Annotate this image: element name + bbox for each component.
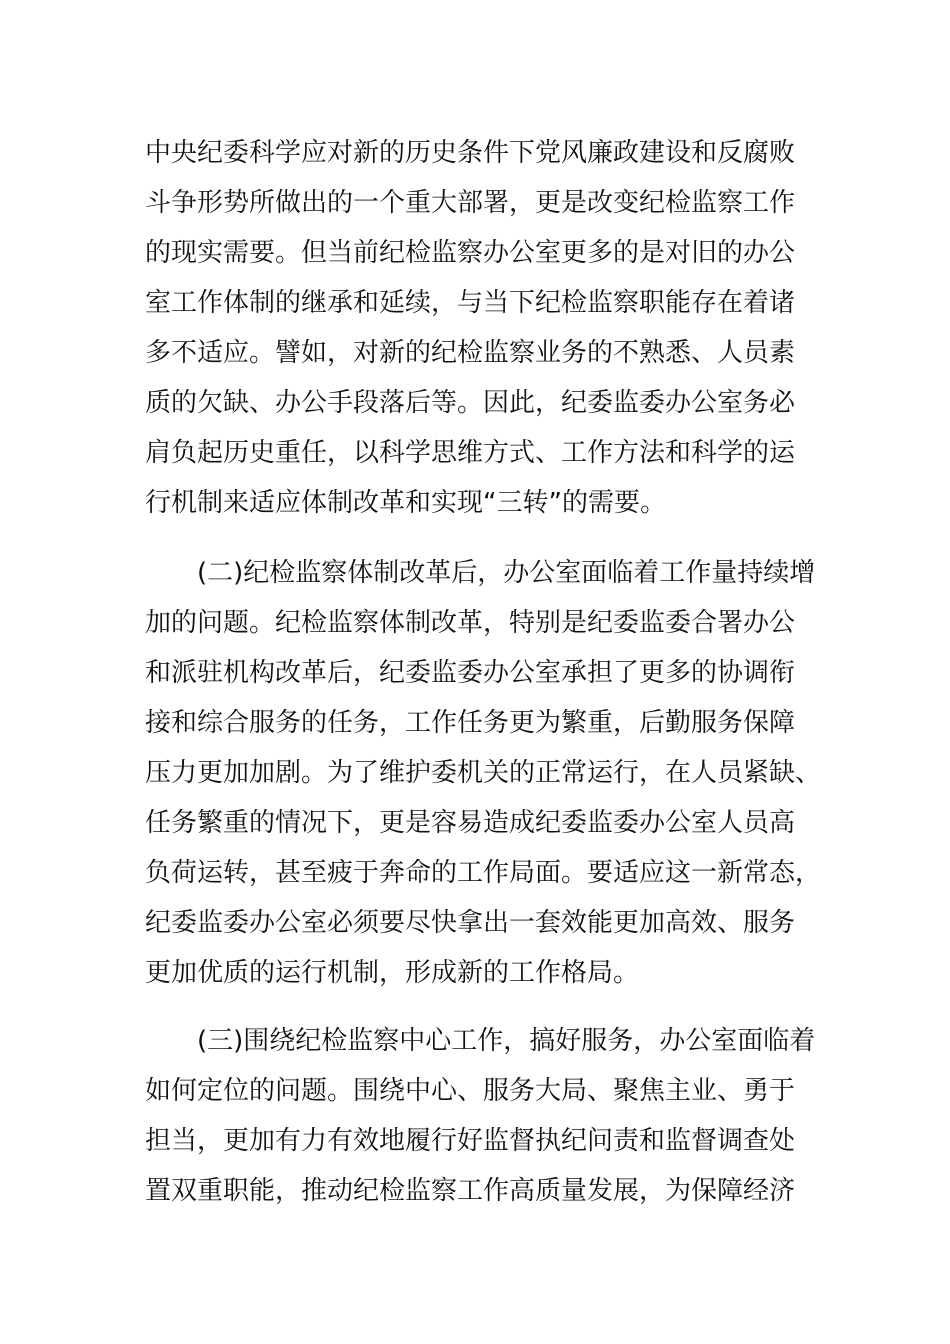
- paragraph-1-line-7: 肩负起历史重任，以科学思维方式、工作方法和科学的运: [145, 438, 796, 468]
- paragraph-1-line-8: 行机制来适应体制改革和实现“三转”的需要。: [145, 488, 666, 518]
- paragraph-3-line-4: 置双重职能，推动纪检监察工作高质量发展，为保障经济: [145, 1176, 796, 1206]
- paragraph-2-line-5: 压力更加加剧。为了维护委机关的正常运行，在人员紧缺、: [145, 758, 822, 788]
- paragraph-2-line-6: 任务繁重的情况下，更是容易造成纪委监委办公室人员高: [145, 808, 796, 838]
- paragraph-1-line-1: 中央纪委科学应对新的历史条件下党风廉政建设和反腐败: [145, 138, 796, 168]
- paragraph-2-line-4: 接和综合服务的任务，工作任务更为繁重，后勤服务保障: [145, 708, 796, 738]
- paragraph-2-line-1: (二)纪检监察体制改革后，办公室面临着工作量持续增: [197, 558, 816, 588]
- paragraph-3-line-2: 如何定位的问题。围绕中心、服务大局、聚焦主业、勇于: [145, 1076, 796, 1106]
- paragraph-3-line-3: 担当，更加有力有效地履行好监督执纪问责和监督调查处: [145, 1126, 796, 1156]
- paragraph-2-line-3: 和派驻机构改革后，纪委监委办公室承担了更多的协调衔: [145, 658, 796, 688]
- paragraph-2-line-2: 加的问题。纪检监察体制改革，特别是纪委监委合署办公: [145, 608, 796, 638]
- paragraph-1-line-3: 的现实需要。但当前纪检监察办公室更多的是对旧的办公: [145, 238, 796, 268]
- paragraph-2-line-7: 负荷运转，甚至疲于奔命的工作局面。要适应这一新常态，: [145, 858, 822, 888]
- paragraph-3-line-1: (三)围绕纪检监察中心工作，搞好服务，办公室面临着: [197, 1026, 816, 1056]
- paragraph-1-line-6: 质的欠缺、办公手段落后等。因此，纪委监委办公室务必: [145, 388, 796, 418]
- paragraph-1-line-4: 室工作体制的继承和延续，与当下纪检监察职能存在着诸: [145, 288, 796, 318]
- paragraph-1-line-2: 斗争形势所做出的一个重大部署，更是改变纪检监察工作: [145, 188, 796, 218]
- paragraph-1-line-5: 多不适应。譬如，对新的纪检监察业务的不熟悉、人员素: [145, 338, 796, 368]
- paragraph-2-line-9: 更加优质的运行机制，形成新的工作格局。: [145, 958, 640, 988]
- paragraph-2-line-8: 纪委监委办公室必须要尽快拿出一套效能更加高效、服务: [145, 908, 796, 938]
